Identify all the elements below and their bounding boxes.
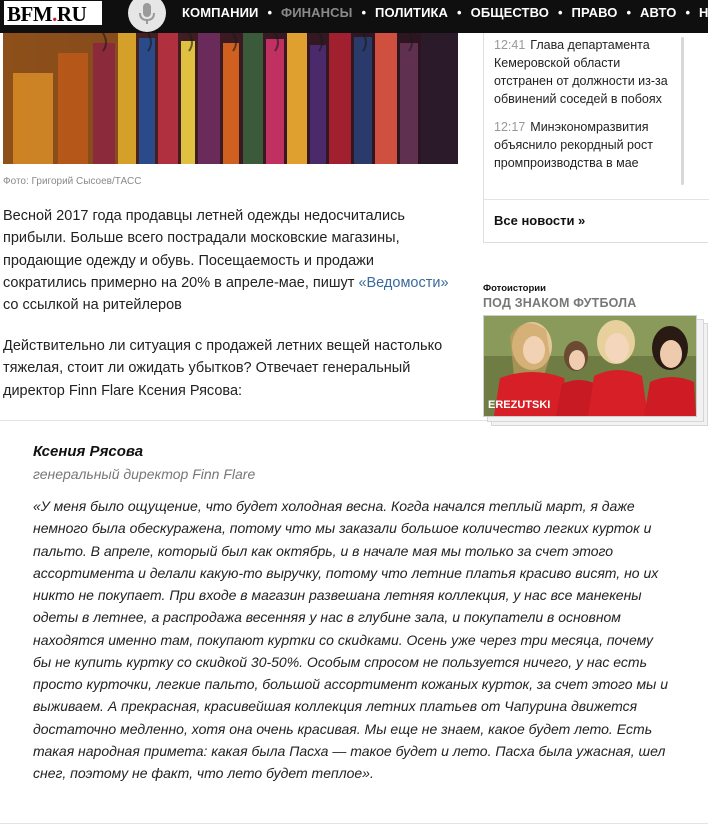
nav-item-society[interactable]: ОБЩЕСТВО (470, 4, 549, 20)
microphone-icon (138, 3, 156, 25)
top-navigation-bar (0, 0, 727, 33)
nav-item-politics[interactable]: ПОЛИТИКА (375, 4, 449, 20)
news-scrollbar[interactable] (681, 37, 684, 185)
quote-author-role: генеральный директор Finn Flare (33, 466, 256, 482)
vedomosti-link[interactable]: «Ведомости» (358, 274, 449, 291)
clothing-rack-illustration (3, 33, 458, 164)
paragraph-tail: со ссылкой на ритейлеров (3, 297, 182, 314)
nav-separator: • (361, 4, 367, 20)
nav-item-realty[interactable]: НЕД (699, 4, 727, 20)
news-time: 12:41 (494, 38, 526, 52)
news-item[interactable] (494, 118, 674, 172)
quote-divider-bottom (0, 823, 708, 824)
photo-credit: Фото: Григорий Сысоев/ТАСС (3, 176, 142, 187)
site-logo[interactable] (4, 1, 102, 25)
news-separator (484, 199, 709, 200)
football-fans-illustration (484, 316, 696, 416)
nav-separator: • (557, 4, 563, 20)
nav-item-law[interactable]: ПРАВО (571, 4, 618, 20)
nav-separator: • (267, 4, 273, 20)
news-headline: Глава департамента Кемеровской области отстранен от должности из-за обвинений соседей в побоях (494, 38, 668, 106)
photostory-photo[interactable] (483, 315, 697, 417)
news-headline: Минэкономразвития объяснило рекордный рост промпроизводства в мае (494, 120, 653, 170)
nav-separator: • (457, 4, 462, 20)
quote-author-name: Ксения Рясова (33, 443, 144, 460)
news-item[interactable] (494, 36, 674, 108)
main-nav (182, 0, 727, 24)
news-feed-widget (483, 33, 708, 243)
nav-item-auto[interactable]: АВТО (640, 4, 677, 20)
all-news-link[interactable]: Все новости » (494, 213, 586, 228)
logo-tld: RU (56, 2, 87, 26)
nav-item-companies[interactable]: КОМПАНИИ (182, 4, 259, 20)
photostory-card[interactable] (483, 315, 708, 425)
news-list (494, 36, 674, 191)
news-time: 12:17 (494, 120, 526, 134)
photostory-label: Фотоистории (483, 283, 546, 294)
logo-main: BFM (7, 2, 53, 26)
photostory-title[interactable]: ПОД ЗНАКОМ ФУТБОЛА (483, 296, 637, 310)
paragraph-text: Весной 2017 года продавцы летней одежды недосчитались прибыли. Больше всего пострадали московские магазины, продающие одежду и обувь. Посещаемость и продажи сократились примерно на 20% в апреле-мае, пишут (3, 208, 405, 291)
nav-item-finance[interactable]: ФИНАНСЫ (281, 4, 353, 20)
quote-text: «У меня было ощущение, что будет холодная весна. Когда начался теплый март, я даже немного была обескуражена, потому что мы заказали большое количество легких курток и пальто. В апреле, который был как октябрь, и в начале мая мы только за счет этого ассортимента и делали какую-то выручку, потому что летние платья красиво висят, но их никто не покупает. При входе в магазин развешана летняя коллекция, у нас все манекены одеты в летнее, а распродажа весенняя у нас в глубине зала, и покупатели в основном находятся именно там, покупают куртки со скидками. Осень уже через три месяца, почему бы не купить куртку со скидкой 30-50%. Особым спросом не пользуется ничего, у нас есть просто курточки, легкие пальто, большой ассортимент кожаных курток, за счет этого мы и выживаем. А прекрасная, красивейшая коллекция летних платьев от Чапурина движется достаточно медленно, хотя она очень красивая. Мы еще не знаем, какое будет лето. Есть такая народная примета: какая была Пасха — такое будет и лето. Пасха была ужасная, шел снег, поэтому не факт, что лето будет теплое». (33, 498, 669, 781)
nav-separator: • (626, 4, 632, 20)
article-paragraph-1 (3, 205, 458, 316)
voice-search-button[interactable] (128, 0, 166, 32)
nav-separator: • (685, 4, 691, 20)
article-hero-image (3, 33, 458, 164)
article-paragraph-2: Действительно ли ситуация с продажей летних вещей настолько тяжелая, стоит ли ожидать убытков? Отвечает генеральный директор Finn Flare Ксения Рясова: (3, 338, 443, 399)
jersey-text: EREZUTSKI (488, 399, 551, 411)
logo-dot: . (52, 2, 57, 26)
